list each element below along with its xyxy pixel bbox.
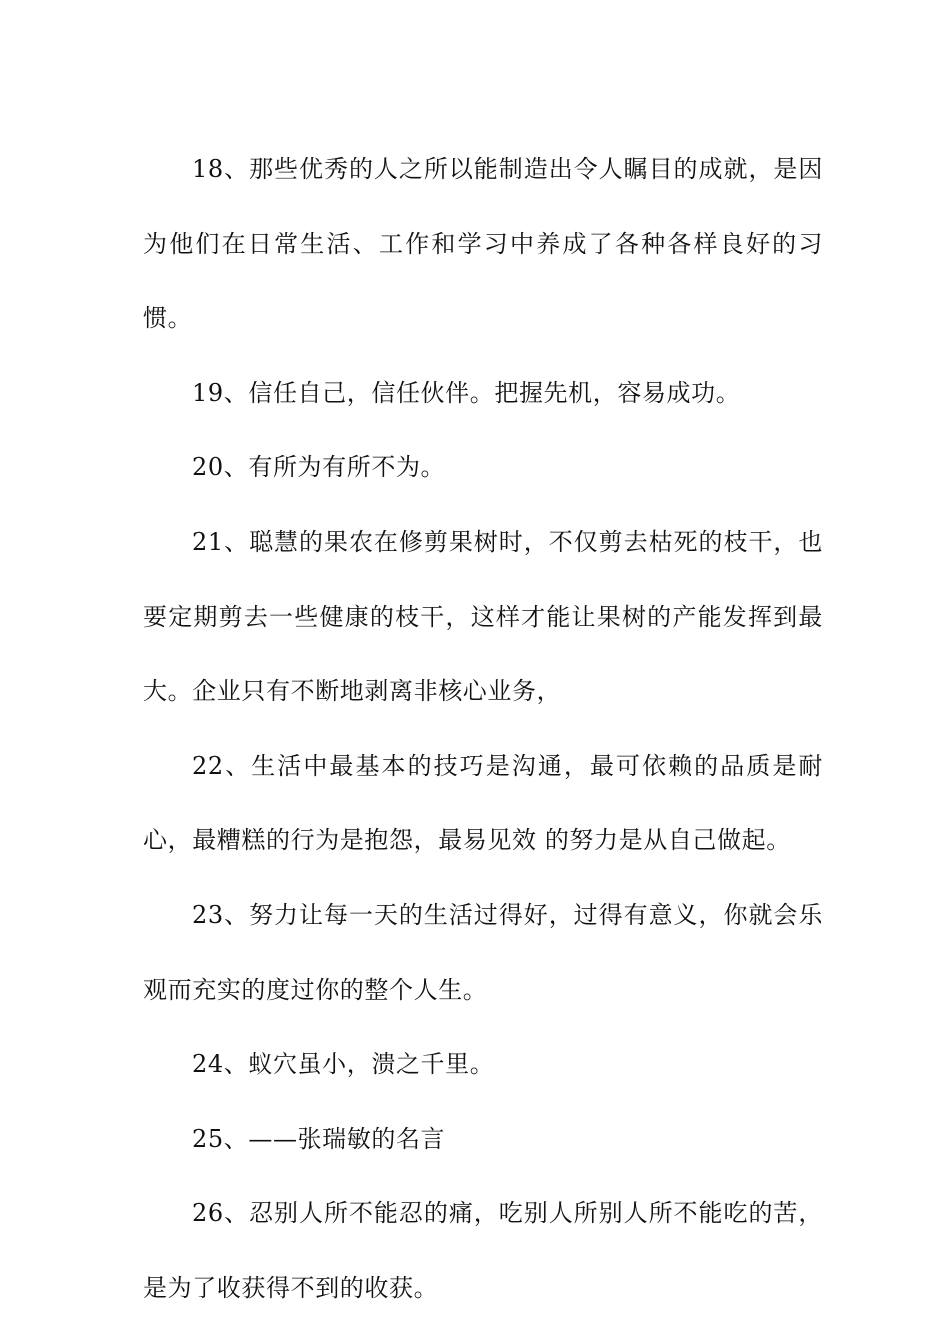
paragraph-20: 20、有所为有所不为。 bbox=[192, 453, 446, 482]
paragraph-18: 18、那些优秀的人之所以能制造出令人瞩目的成就，是因为他们在日常生活、工作和学习中养成了各种各样良好的习惯。 bbox=[143, 155, 823, 333]
paragraph-19: 19、信任自己，信任伙伴。把握先机，容易成功。 bbox=[192, 378, 741, 407]
paragraph-23: 23、努力让每一天的生活过得好，过得有意义，你就会乐观而充实的度过你的整个人生。 bbox=[143, 900, 823, 1004]
paragraph-24: 24、蚁穴虽小，溃之千里。 bbox=[192, 1050, 495, 1079]
paragraph-22: 22、生活中最基本的技巧是沟通，最可依赖的品质是耐心，最糟糕的行为是抱怨，最易见效 的努力是从自己做起。 bbox=[143, 751, 823, 855]
paragraph-21: 21、聪慧的果农在修剪果树时，不仅剪去枯死的枝干，也要定期剪去一些健康的枝干，这样才能让果树的产能发挥到最大。企业只有不断地剥离非核心业务， bbox=[143, 527, 823, 706]
paragraph-25: 25、——张瑞敏的名言 bbox=[192, 1124, 446, 1153]
paragraph-26: 26、忍别人所不能忍的痛，吃别人所别人所不能吃的苦，是为了收获得不到的收获。 bbox=[143, 1199, 823, 1302]
document-body bbox=[143, 132, 823, 1326]
